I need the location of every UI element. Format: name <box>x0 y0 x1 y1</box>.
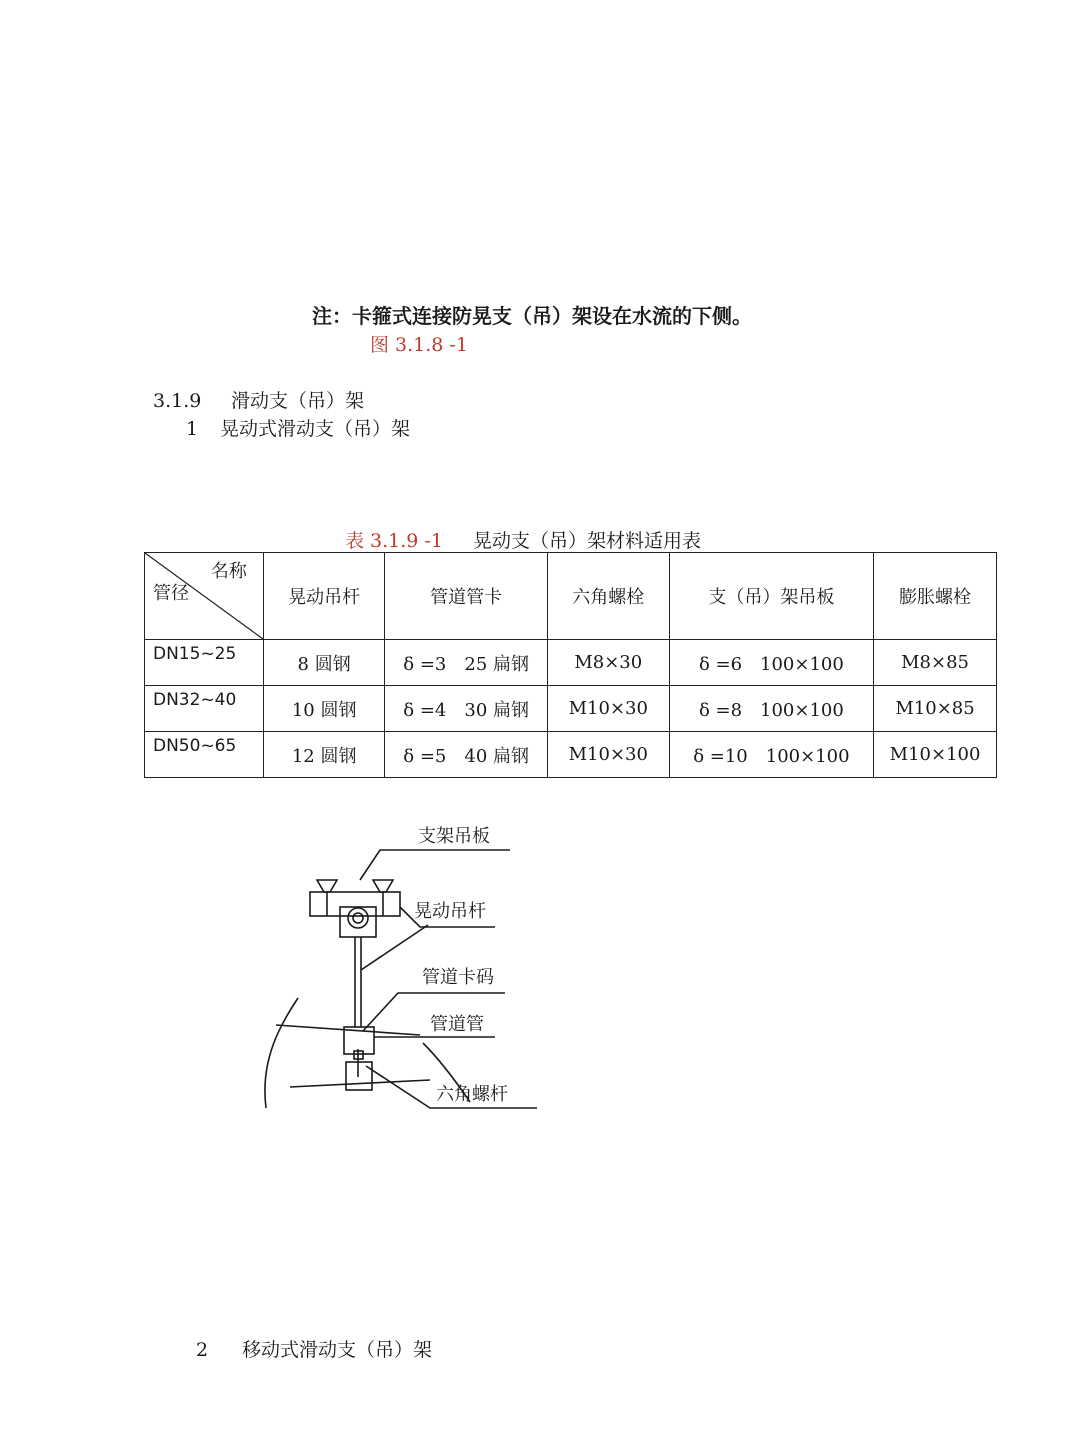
table-cell: M8×85 <box>874 640 997 686</box>
header-cell: 膨胀螺栓 <box>874 553 997 640</box>
table-cell: 10 圆钢 <box>263 686 385 732</box>
subsection-title: 移动式滑动支（吊）架 <box>242 1339 433 1361</box>
label-pipe: 管道管 <box>430 1014 484 1035</box>
support-plate <box>310 892 400 916</box>
subsection-number: 1 <box>186 418 199 440</box>
row-size-cell: DN50~65 <box>145 732 264 778</box>
subsection-number: 2 <box>196 1339 209 1361</box>
header-cell: 六角螺栓 <box>547 553 669 640</box>
leader-rod-tip <box>361 925 428 970</box>
table-row <box>145 686 997 732</box>
table-caption <box>345 526 701 553</box>
figure-caption: 图 3.1.8 -1 <box>370 334 468 356</box>
table-row <box>145 640 997 686</box>
expansion-bolt-right <box>373 880 393 892</box>
table-cell: δ =4 30 扁钢 <box>385 686 547 732</box>
section-heading <box>153 386 364 413</box>
pipe-bottom-line <box>290 1080 430 1087</box>
table-caption-number: 表 3.1.9 -1 <box>345 530 443 552</box>
label-pipe-clamp: 管道卡码 <box>422 967 494 988</box>
table-cell: δ =6 100×100 <box>669 640 873 686</box>
table-cell: M10×30 <box>547 732 669 778</box>
table-cell: δ =10 100×100 <box>669 732 873 778</box>
table-cell: M10×30 <box>547 686 669 732</box>
corner-label-size: 管径 <box>153 583 189 604</box>
table-row <box>145 732 997 778</box>
pivot-ring <box>348 908 368 928</box>
label-hex-bolt: 六角螺杆 <box>436 1084 508 1105</box>
table-header-row <box>145 553 997 640</box>
corner-label-name: 名称 <box>210 561 247 582</box>
header-cell: 晃动吊杆 <box>263 553 385 640</box>
table-cell: δ =3 25 扁钢 <box>385 640 547 686</box>
table-cell: M8×30 <box>547 640 669 686</box>
material-table <box>144 552 997 778</box>
table-cell: M10×100 <box>874 732 997 778</box>
corner-header-cell <box>145 553 264 640</box>
expansion-bolt-left <box>317 880 337 892</box>
hanger-diagram <box>240 815 560 1115</box>
table-caption-title: 晃动支（吊）架材料适用表 <box>472 530 701 552</box>
header-cell: 管道管卡 <box>385 553 547 640</box>
table-cell: δ =8 100×100 <box>669 686 873 732</box>
row-size-cell: DN15~25 <box>145 640 264 686</box>
table-cell: δ =5 40 扁钢 <box>385 732 547 778</box>
header-cell: 支（吊）架吊板 <box>669 553 873 640</box>
figure-note: 注：卡箍式连接防晃支（吊）架设在水流的下侧。 <box>312 304 752 328</box>
row-size-cell: DN32~40 <box>145 686 264 732</box>
pivot-block <box>340 907 376 937</box>
subsection-heading-2 <box>196 1335 432 1362</box>
table-cell: 8 圆钢 <box>263 640 385 686</box>
pipe-clamp-lower <box>346 1062 372 1090</box>
section-title: 滑动支（吊）架 <box>231 390 365 412</box>
leader-plate <box>360 850 510 880</box>
table-cell: M10×85 <box>874 686 997 732</box>
label-swing-rod: 晃动吊杆 <box>414 901 486 922</box>
pipe-contour-left <box>265 998 298 1108</box>
table-cell: 12 圆钢 <box>263 732 385 778</box>
label-support-plate: 支架吊板 <box>418 826 490 847</box>
subsection-title: 晃动式滑动支（吊）架 <box>220 418 411 440</box>
subsection-heading-1 <box>186 414 410 441</box>
section-number: 3.1.9 <box>153 390 202 412</box>
